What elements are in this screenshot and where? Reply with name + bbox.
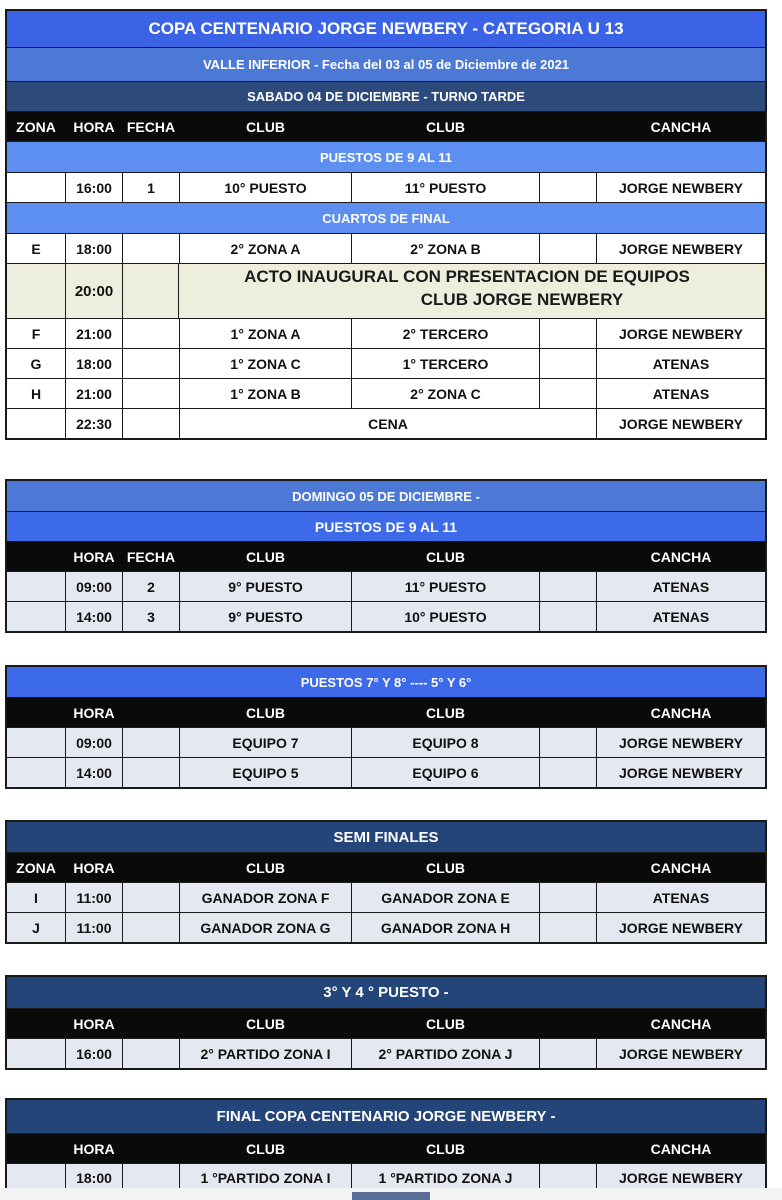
cell-fecha: 1 bbox=[122, 173, 179, 202]
cell-club-1: GANADOR ZONA F bbox=[179, 883, 351, 912]
cell-fecha bbox=[122, 264, 179, 318]
cell-cancha: ATENAS bbox=[596, 883, 765, 912]
section-heading: CUARTOS DE FINAL bbox=[322, 210, 450, 226]
day-heading-row bbox=[7, 81, 765, 111]
col-zona bbox=[7, 542, 65, 571]
col-club: CLUB bbox=[179, 1134, 351, 1163]
section-heading: PUESTOS DE 9 AL 11 bbox=[320, 149, 452, 165]
col-club: CLUB bbox=[351, 112, 539, 141]
table-row bbox=[7, 378, 765, 408]
cell-club-1: 9° PUESTO bbox=[179, 572, 351, 601]
table-row bbox=[7, 571, 765, 601]
col-club: CLUB bbox=[351, 853, 539, 882]
cell-fecha bbox=[122, 409, 179, 438]
scroll-thumb[interactable] bbox=[352, 1192, 430, 1200]
cell-club-1: GANADOR ZONA G bbox=[179, 913, 351, 942]
cell-club-1: 1° ZONA B bbox=[179, 379, 351, 408]
cell-club-2: GANADOR ZONA H bbox=[351, 913, 539, 942]
col-blank bbox=[539, 1009, 596, 1038]
col-zona bbox=[7, 1009, 65, 1038]
cell-hora: 16:00 bbox=[65, 1039, 122, 1068]
cell-cancha: JORGE NEWBERY bbox=[596, 1164, 765, 1191]
cell-fecha bbox=[122, 1039, 179, 1068]
cell-blank bbox=[539, 728, 596, 757]
tercer-puesto-table bbox=[5, 975, 767, 1070]
col-blank bbox=[539, 542, 596, 571]
col-club: CLUB bbox=[351, 1134, 539, 1163]
cell-club-2: 2° ZONA B bbox=[351, 234, 539, 263]
cell-club-2: 11° PUESTO bbox=[351, 173, 539, 202]
cell-blank bbox=[539, 234, 596, 263]
section-row bbox=[7, 667, 765, 697]
day-heading: SABADO 04 DE DICIEMBRE - TURNO TARDE bbox=[247, 89, 525, 104]
cell-cancha: ATENAS bbox=[596, 602, 765, 631]
cell-hora: 11:00 bbox=[65, 883, 122, 912]
cell-cancha: JORGE NEWBERY bbox=[596, 409, 765, 438]
cell-fecha bbox=[122, 913, 179, 942]
cell-cancha: ATENAS bbox=[596, 379, 765, 408]
cell-dinner: CENA bbox=[179, 409, 596, 438]
final-table bbox=[5, 1098, 767, 1191]
cell-zona bbox=[7, 728, 65, 757]
col-blank bbox=[539, 112, 596, 141]
cell-zona bbox=[7, 1039, 65, 1068]
cell-fecha bbox=[122, 234, 179, 263]
column-header-row bbox=[7, 1133, 765, 1163]
cell-fecha bbox=[122, 758, 179, 787]
cell-club-2: 11° PUESTO bbox=[351, 572, 539, 601]
cell-club-2: 2° ZONA C bbox=[351, 379, 539, 408]
column-header-row bbox=[7, 541, 765, 571]
cell-zona bbox=[7, 572, 65, 601]
col-fecha bbox=[122, 853, 179, 882]
section-row bbox=[7, 977, 765, 1008]
cell-club-1: EQUIPO 7 bbox=[179, 728, 351, 757]
cell-fecha bbox=[122, 1164, 179, 1191]
cell-blank bbox=[539, 572, 596, 601]
cell-cancha: ATENAS bbox=[596, 349, 765, 378]
cell-hora: 09:00 bbox=[65, 728, 122, 757]
cell-zona: E bbox=[7, 234, 65, 263]
col-cancha: CANCHA bbox=[596, 1134, 765, 1163]
cell-zona bbox=[7, 173, 65, 202]
column-header-row bbox=[7, 1008, 765, 1038]
semifinales-table bbox=[5, 820, 767, 944]
table-row bbox=[7, 172, 765, 202]
cell-zona bbox=[7, 409, 65, 438]
cell-cancha: JORGE NEWBERY bbox=[596, 319, 765, 348]
opening-act-row bbox=[7, 263, 765, 318]
cell-blank bbox=[539, 913, 596, 942]
cell-zona bbox=[7, 264, 65, 318]
cell-hora: 20:00 bbox=[65, 264, 122, 318]
table-row bbox=[7, 1038, 765, 1068]
day-heading-row bbox=[7, 481, 765, 511]
col-cancha: CANCHA bbox=[596, 698, 765, 727]
cell-blank bbox=[539, 758, 596, 787]
cell-zona: H bbox=[7, 379, 65, 408]
cell-club-1: 2° ZONA A bbox=[179, 234, 351, 263]
section-row bbox=[7, 141, 765, 172]
cell-blank bbox=[539, 1164, 596, 1191]
col-hora: HORA bbox=[65, 698, 122, 727]
cell-club-1: 1° ZONA A bbox=[179, 319, 351, 348]
day-heading: DOMINGO 05 DE DICIEMBRE - bbox=[292, 488, 480, 504]
opening-act-line-1: ACTO INAUGURAL CON PRESENTACION DE EQUIPOS bbox=[244, 267, 690, 286]
cell-club-2: GANADOR ZONA E bbox=[351, 883, 539, 912]
column-header-row bbox=[7, 852, 765, 882]
col-club: CLUB bbox=[179, 1009, 351, 1038]
section-row bbox=[7, 1100, 765, 1133]
col-hora: HORA bbox=[65, 1009, 122, 1038]
cell-club-2: EQUIPO 6 bbox=[351, 758, 539, 787]
tournament-title: COPA CENTENARIO JORGE NEWBERY - CATEGORIA U 13 bbox=[148, 19, 624, 38]
cell-zona bbox=[7, 758, 65, 787]
cell-blank bbox=[539, 883, 596, 912]
col-club: CLUB bbox=[351, 542, 539, 571]
col-cancha: CANCHA bbox=[596, 542, 765, 571]
puestos-table bbox=[5, 665, 767, 789]
table-row bbox=[7, 1163, 765, 1191]
domingo-table bbox=[5, 479, 767, 633]
cell-hora: 09:00 bbox=[65, 572, 122, 601]
col-hora: HORA bbox=[65, 112, 122, 141]
table-row bbox=[7, 882, 765, 912]
cell-fecha: 3 bbox=[122, 602, 179, 631]
cell-blank bbox=[539, 1039, 596, 1068]
table-row bbox=[7, 727, 765, 757]
cell-blank bbox=[539, 319, 596, 348]
col-zona bbox=[7, 698, 65, 727]
col-zona bbox=[7, 1134, 65, 1163]
col-fecha bbox=[122, 1134, 179, 1163]
cell-club-1: 9° PUESTO bbox=[179, 602, 351, 631]
col-zona: ZONA bbox=[16, 859, 56, 876]
col-club: CLUB bbox=[351, 698, 539, 727]
cell-hora: 16:00 bbox=[65, 173, 122, 202]
cell-zona bbox=[7, 1164, 65, 1191]
col-cancha: CANCHA bbox=[596, 853, 765, 882]
cell-hora: 18:00 bbox=[65, 349, 122, 378]
tournament-title-row bbox=[7, 11, 765, 47]
cell-hora: 14:00 bbox=[65, 758, 122, 787]
col-zona: ZONA bbox=[16, 118, 56, 135]
cell-club-2: 2° TERCERO bbox=[351, 319, 539, 348]
col-club: CLUB bbox=[179, 698, 351, 727]
table-row bbox=[7, 912, 765, 942]
opening-act-line-2: CLUB JORGE NEWBERY bbox=[420, 290, 624, 309]
section-row bbox=[7, 822, 765, 852]
col-fecha bbox=[122, 698, 179, 727]
col-fecha: FECHA bbox=[122, 112, 179, 141]
cell-zona: J bbox=[7, 913, 65, 942]
col-hora: HORA bbox=[65, 853, 122, 882]
dinner-row bbox=[7, 408, 765, 438]
cell-club-2: 1° TERCERO bbox=[351, 349, 539, 378]
cell-blank bbox=[539, 173, 596, 202]
cell-fecha: 2 bbox=[122, 572, 179, 601]
cell-hora: 18:00 bbox=[65, 234, 122, 263]
cell-club-1: 10° PUESTO bbox=[179, 173, 351, 202]
col-fecha bbox=[122, 1009, 179, 1038]
section-heading: SEMI FINALES bbox=[333, 828, 439, 846]
cell-club-2: 2° PARTIDO ZONA J bbox=[351, 1039, 539, 1068]
cell-zona: G bbox=[7, 349, 65, 378]
cell-zona: F bbox=[7, 319, 65, 348]
cell-club-2: EQUIPO 8 bbox=[351, 728, 539, 757]
table-row bbox=[7, 348, 765, 378]
section-row bbox=[7, 511, 765, 541]
cell-fecha bbox=[122, 349, 179, 378]
col-club: CLUB bbox=[179, 542, 351, 571]
table-row bbox=[7, 318, 765, 348]
cell-club-1: 2° PARTIDO ZONA I bbox=[179, 1039, 351, 1068]
col-fecha: FECHA bbox=[122, 542, 179, 571]
cell-zona: I bbox=[7, 883, 65, 912]
col-blank bbox=[539, 1134, 596, 1163]
column-header-row bbox=[7, 111, 765, 141]
cell-fecha bbox=[122, 379, 179, 408]
table-row bbox=[7, 233, 765, 263]
col-club: CLUB bbox=[351, 1009, 539, 1038]
cell-fecha bbox=[122, 728, 179, 757]
section-heading: PUESTOS DE 9 AL 11 bbox=[314, 518, 458, 535]
section-heading: PUESTOS 7° Y 8° ---- 5° Y 6° bbox=[300, 674, 472, 690]
cell-blank bbox=[539, 602, 596, 631]
section-heading: FINAL COPA CENTENARIO JORGE NEWBERY - bbox=[216, 1108, 556, 1125]
table-row bbox=[7, 757, 765, 787]
cell-blank bbox=[539, 349, 596, 378]
cell-cancha: JORGE NEWBERY bbox=[596, 913, 765, 942]
cell-club-2: 10° PUESTO bbox=[351, 602, 539, 631]
cell-cancha: JORGE NEWBERY bbox=[596, 728, 765, 757]
cell-zona bbox=[7, 602, 65, 631]
subtitle-row bbox=[7, 47, 765, 81]
col-cancha: CANCHA bbox=[596, 1009, 765, 1038]
col-cancha: CANCHA bbox=[596, 112, 765, 141]
cell-club-1: EQUIPO 5 bbox=[179, 758, 351, 787]
table-row bbox=[7, 601, 765, 631]
cell-fecha bbox=[122, 883, 179, 912]
cell-cancha: JORGE NEWBERY bbox=[596, 1039, 765, 1068]
cell-blank bbox=[539, 379, 596, 408]
cell-cancha: JORGE NEWBERY bbox=[596, 234, 765, 263]
cell-hora: 21:00 bbox=[65, 379, 122, 408]
col-club: CLUB bbox=[179, 112, 351, 141]
cell-club-1: 1° ZONA C bbox=[179, 349, 351, 378]
col-blank bbox=[539, 698, 596, 727]
col-blank bbox=[539, 853, 596, 882]
cell-cancha: JORGE NEWBERY bbox=[596, 758, 765, 787]
sabado-table bbox=[5, 9, 767, 440]
column-header-row bbox=[7, 697, 765, 727]
cell-hora: 21:00 bbox=[65, 319, 122, 348]
cell-cancha: JORGE NEWBERY bbox=[596, 173, 765, 202]
col-hora: HORA bbox=[65, 542, 122, 571]
cell-club-1: 1 °PARTIDO ZONA I bbox=[179, 1164, 351, 1191]
cell-fecha bbox=[122, 319, 179, 348]
cell-cancha: ATENAS bbox=[596, 572, 765, 601]
cell-hora: 11:00 bbox=[65, 913, 122, 942]
section-row bbox=[7, 202, 765, 233]
tournament-subtitle: VALLE INFERIOR - Fecha del 03 al 05 de Diciembre de 2021 bbox=[202, 57, 570, 72]
cell-hora: 22:30 bbox=[65, 409, 122, 438]
col-club: CLUB bbox=[179, 853, 351, 882]
cell-hora: 14:00 bbox=[65, 602, 122, 631]
cell-club-2: 1 °PARTIDO ZONA J bbox=[351, 1164, 539, 1191]
col-hora: HORA bbox=[65, 1134, 122, 1163]
section-heading: 3° Y 4 ° PUESTO - bbox=[323, 984, 449, 1001]
cell-hora: 18:00 bbox=[65, 1164, 122, 1191]
